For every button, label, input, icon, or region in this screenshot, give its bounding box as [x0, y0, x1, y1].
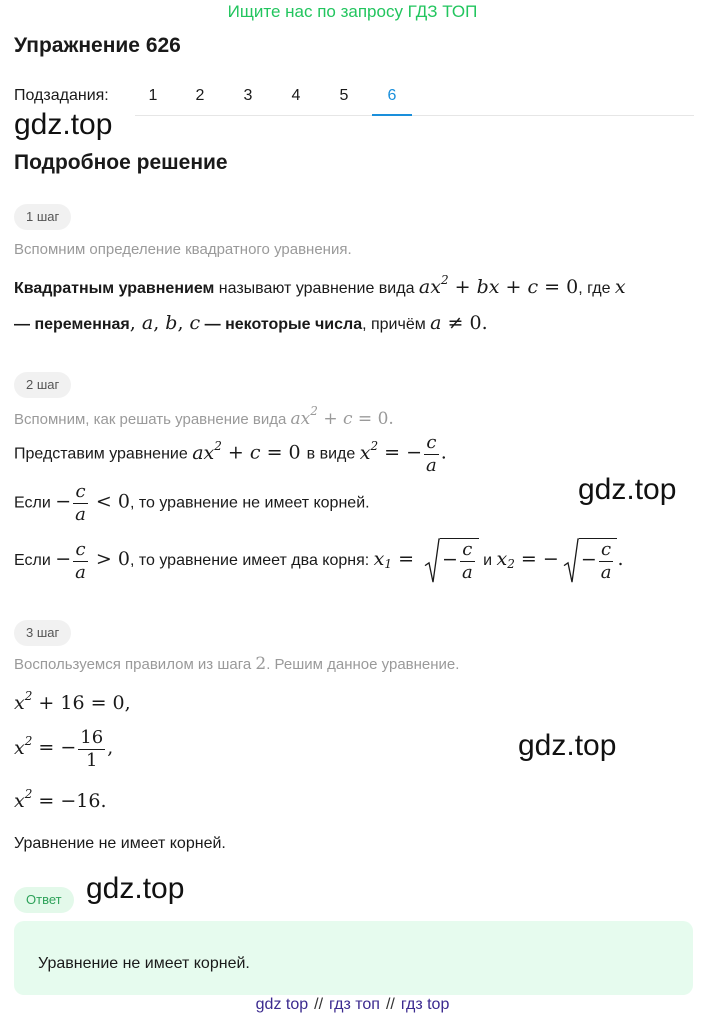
watermark: gdz.top: [14, 108, 113, 141]
step-badge: 2 шаг: [14, 372, 71, 398]
step-hint: Вспомним, как решать уравнение вида $ax^2 + c = 0$.: [14, 404, 394, 429]
tab-subtask-2[interactable]: 2: [195, 87, 205, 104]
math-line: Если − $\frac{c}{a}$ < 0, то уравнение не имеет корней.: [14, 481, 370, 525]
step-hint: Вспомним определение квадратного уравнения.: [14, 241, 352, 258]
answer-box: [14, 921, 693, 995]
tab-subtask-5[interactable]: 5: [339, 87, 349, 104]
equation-3: $x^2 = -16$.: [14, 787, 107, 812]
footer-link[interactable]: gdz top: [255, 996, 309, 1013]
subtasks-label: Подзадания:: [14, 87, 109, 104]
equation-1: $x^2 + 16 = 0$,: [14, 689, 131, 714]
tab-subtask-4[interactable]: 4: [291, 87, 301, 104]
definition-term: Квадратным уравнением: [14, 280, 215, 297]
step-badge: 3 шаг: [14, 620, 71, 646]
tab-subtask-3[interactable]: 3: [243, 87, 253, 104]
equation-2: $x^2$ = − $\frac{16}{1}$ ,: [14, 727, 114, 771]
watermark: gdz.top: [86, 872, 185, 905]
definition-line-2: — переменная, a, b, c — некоторые числа, причём a ≠ 0.: [14, 312, 488, 334]
footer-link[interactable]: гдз топ: [329, 996, 380, 1013]
exercise-title: Упражнение 626: [14, 34, 181, 57]
step-hint: Воспользуемся правилом из шага 2. Решим данное уравнение.: [14, 654, 460, 674]
subtasks-nav: [14, 84, 694, 116]
tab-subtask-6[interactable]: 6: [372, 87, 412, 116]
math-line: Представим уравнение $ax^2 + c = 0$ в виде $x^2$ = − $\frac{c}{a}$ .: [14, 432, 447, 476]
footer-link[interactable]: гдз top: [400, 996, 450, 1013]
answer-badge: Ответ: [14, 887, 74, 913]
step-badge: 1 шаг: [14, 204, 71, 230]
watermark: gdz.top: [518, 729, 617, 762]
definition-line: Квадратным уравнением называют уравнение вида $ax^2$ + bx + c = 0, где x: [14, 273, 626, 298]
tab-subtask-1[interactable]: 1: [148, 87, 158, 104]
footer-links: gdz top // гдз топ // гдз top: [255, 996, 450, 1013]
watermark: gdz.top: [578, 473, 677, 506]
top-banner: Ищите нас по запросу ГДЗ ТОП: [227, 2, 478, 21]
section-title: Подробное решение: [14, 151, 228, 174]
math-line: Если − $\frac{c}{a}$ > 0, то уравнение имеет два корня: $x_1$ = − $\frac{c}{a}$ и $x_2$ = − − $\frac{c}{a}$ .: [14, 538, 624, 583]
answer-text: Уравнение не имеет корней.: [38, 955, 250, 972]
conclusion: Уравнение не имеет корней.: [14, 835, 226, 852]
